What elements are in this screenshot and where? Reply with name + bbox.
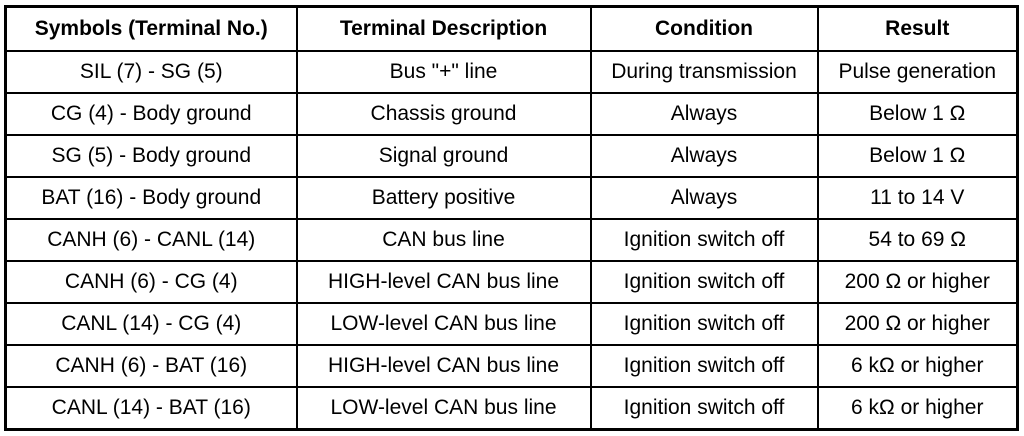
cell-symbols: CG (4) - Body ground	[6, 93, 297, 135]
header-terminal-description: Terminal Description	[297, 7, 591, 52]
table-row	[6, 93, 1018, 135]
cell-result: Below 1 Ω	[818, 93, 1018, 135]
table-row	[6, 387, 1018, 430]
cell-result: 54 to 69 Ω	[818, 219, 1018, 261]
cell-condition: During transmission	[591, 51, 818, 93]
header-condition: Condition	[591, 7, 818, 52]
cell-result: Below 1 Ω	[818, 135, 1018, 177]
cell-result: 6 kΩ or higher	[818, 345, 1018, 387]
cell-description: LOW-level CAN bus line	[297, 387, 591, 430]
cell-condition: Always	[591, 93, 818, 135]
cell-symbols: SIL (7) - SG (5)	[6, 51, 297, 93]
terminal-inspection-table	[4, 5, 1019, 431]
cell-description: Battery positive	[297, 177, 591, 219]
cell-condition: Ignition switch off	[591, 261, 818, 303]
table-row	[6, 261, 1018, 303]
cell-result: 200 Ω or higher	[818, 303, 1018, 345]
table-row	[6, 177, 1018, 219]
cell-symbols: CANL (14) - CG (4)	[6, 303, 297, 345]
cell-symbols: CANH (6) - CANL (14)	[6, 219, 297, 261]
cell-description: HIGH-level CAN bus line	[297, 261, 591, 303]
cell-symbols: BAT (16) - Body ground	[6, 177, 297, 219]
table-row	[6, 135, 1018, 177]
cell-symbols: CANL (14) - BAT (16)	[6, 387, 297, 430]
table-row	[6, 219, 1018, 261]
cell-result: Pulse generation	[818, 51, 1018, 93]
cell-description: Chassis ground	[297, 93, 591, 135]
cell-description: CAN bus line	[297, 219, 591, 261]
cell-condition: Always	[591, 135, 818, 177]
cell-condition: Ignition switch off	[591, 219, 818, 261]
terminal-table-container	[4, 5, 1016, 431]
cell-description: Signal ground	[297, 135, 591, 177]
cell-condition: Ignition switch off	[591, 303, 818, 345]
cell-condition: Ignition switch off	[591, 387, 818, 430]
cell-result: 6 kΩ or higher	[818, 387, 1018, 430]
cell-symbols: CANH (6) - CG (4)	[6, 261, 297, 303]
cell-symbols: SG (5) - Body ground	[6, 135, 297, 177]
header-symbols: Symbols (Terminal No.)	[6, 7, 297, 52]
table-row	[6, 345, 1018, 387]
table-row	[6, 303, 1018, 345]
cell-description: LOW-level CAN bus line	[297, 303, 591, 345]
header-result: Result	[818, 7, 1018, 52]
cell-description: HIGH-level CAN bus line	[297, 345, 591, 387]
cell-symbols: CANH (6) - BAT (16)	[6, 345, 297, 387]
cell-description: Bus "+" line	[297, 51, 591, 93]
cell-condition: Always	[591, 177, 818, 219]
cell-result: 11 to 14 V	[818, 177, 1018, 219]
cell-condition: Ignition switch off	[591, 345, 818, 387]
cell-result: 200 Ω or higher	[818, 261, 1018, 303]
table-row	[6, 51, 1018, 93]
table-header-row	[6, 7, 1018, 52]
